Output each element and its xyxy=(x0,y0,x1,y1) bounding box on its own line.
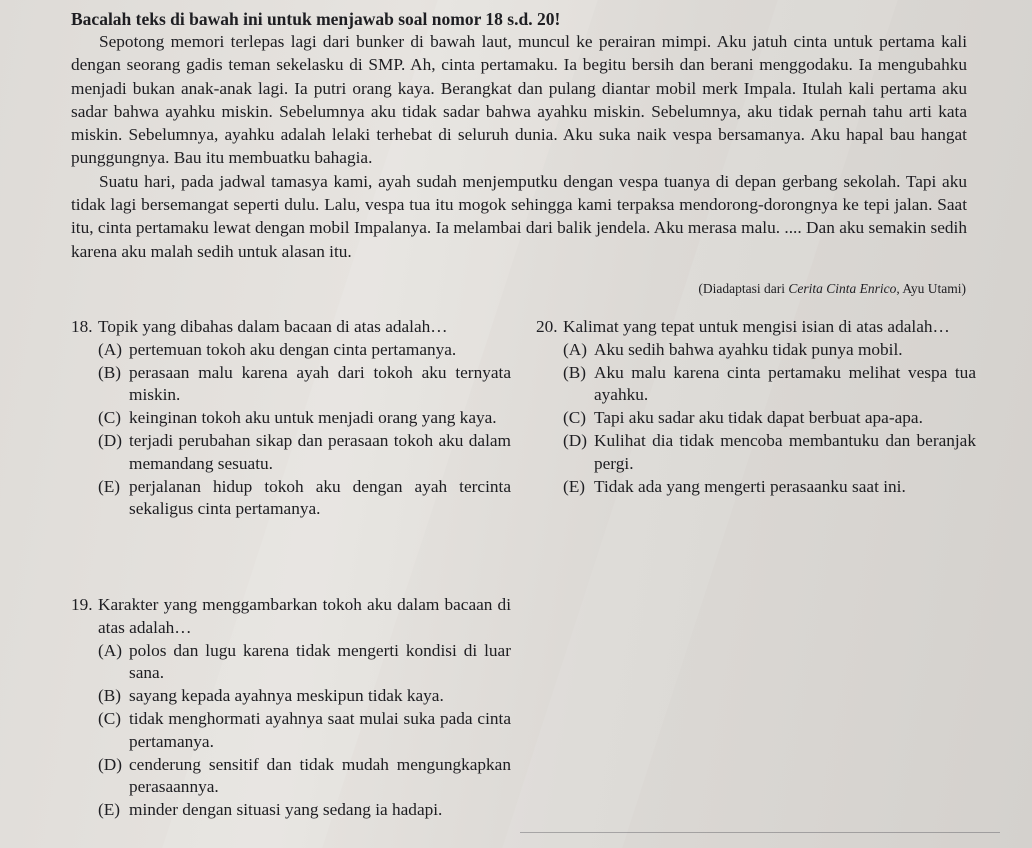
instruction-heading: Bacalah teks di bawah ini untuk menjawab soal nomor 18 s.d. 20! xyxy=(71,9,561,29)
option-label: (C) xyxy=(98,408,122,428)
option-b[interactable] xyxy=(563,362,976,408)
option-text: perjalanan hidup tokoh aku dengan ayah tercinta sekaligus cinta pertamanya. xyxy=(129,476,511,519)
question-19 xyxy=(71,594,511,822)
question-stem xyxy=(71,316,511,339)
question-number: 18. xyxy=(71,317,93,336)
source-title: Cerita Cinta Enrico xyxy=(788,281,897,296)
option-label: (B) xyxy=(98,686,122,706)
option-text: terjadi perubahan sikap dan perasaan tokoh aku dalam memandang sesuatu. xyxy=(129,430,511,473)
option-text: Tidak ada yang mengerti perasaanku saat ini. xyxy=(594,476,906,496)
question-stem xyxy=(536,316,976,339)
question-stem xyxy=(71,594,511,640)
option-c[interactable] xyxy=(98,708,511,754)
question-text: Topik yang dibahas dalam bacaan di atas adalah… xyxy=(98,317,448,336)
option-label: (D) xyxy=(98,430,122,450)
option-a[interactable] xyxy=(98,640,511,686)
option-c[interactable] xyxy=(98,407,511,430)
option-label: (D) xyxy=(98,754,122,774)
source-prefix: (Diadaptasi dari xyxy=(698,281,789,296)
question-number: 19. xyxy=(71,595,93,614)
option-label: (E) xyxy=(98,476,121,496)
option-e[interactable] xyxy=(98,476,511,522)
option-a[interactable] xyxy=(563,339,976,362)
option-d[interactable] xyxy=(98,430,511,476)
option-text: keinginan tokoh aku untuk menjadi orang yang kaya. xyxy=(129,408,497,428)
option-text: pertemuan tokoh aku dengan cinta pertamanya. xyxy=(129,339,457,359)
option-label: (A) xyxy=(98,640,122,660)
question-20 xyxy=(536,316,976,498)
option-label: (C) xyxy=(563,408,587,428)
option-text: polos dan lugu karena tidak mengerti kondisi di luar sana. xyxy=(129,640,511,683)
option-label: (A) xyxy=(563,339,587,359)
option-label: (D) xyxy=(563,430,587,450)
source-suffix: , Ayu Utami) xyxy=(896,281,966,296)
option-d[interactable] xyxy=(98,754,511,800)
option-label: (B) xyxy=(563,362,587,382)
question-number: 20. xyxy=(536,317,558,336)
option-text: tidak menghormati ayahnya saat mulai suka pada cinta pertamanya. xyxy=(129,708,511,751)
passage-paragraph-1: Sepotong memori terlepas lagi dari bunker di bawah laut, muncul ke perairan mimpi. Aku jatuh cinta untuk pertama kali dengan seorang gadis teman sekelasku di SMP. Ah, cinta pertamaku. Ia begitu bersih dan berani menggodaku. Ia mengubahku menjadi bukan anak-anak lagi. Ia putri orang kaya. Berangkat dan pulang diantar mobil merk Impala. Itulah kali pertama aku sadar bahwa ayahku miskin. Sebelumnya aku tidak sadar bahwa ayahku miskin. Sebelumnya, aku tidak pernah tahu arti kata miskin. Sebelumnya, ayahku adalah lelaki terhebat di seluruh dunia. Aku suka naik vespa bersamanya. Aku hapal bau hangat punggungnya. Bau itu membuatku bahagia. xyxy=(71,32,967,168)
option-e[interactable] xyxy=(98,799,511,822)
option-label: (E) xyxy=(563,476,586,496)
option-d[interactable] xyxy=(563,430,976,476)
option-text: minder dengan situasi yang sedang ia hadapi. xyxy=(129,800,443,820)
option-text: cenderung sensitif dan tidak mudah mengungkapkan perasaannya. xyxy=(129,754,511,797)
option-label: (E) xyxy=(98,800,121,820)
question-18 xyxy=(71,316,511,521)
option-text: Aku malu karena cinta pertamaku melihat vespa tua ayahku. xyxy=(594,362,976,405)
passage-paragraph-2: Suatu hari, pada jadwal tamasya kami, ayah sudah menjemputku dengan vespa tuanya di depan gerbang sekolah. Tapi aku tidak lagi bersemangat seperti dulu. Lalu, vespa tua itu mogok sehingga kami terpaksa mendorong-dorongnya ke tepi jalan. Saat itu, cinta pertamaku lewat dengan mobil Impalanya. Ia melambai dari balik jendela. Aku merasa malu. .... Dan aku semakin sedih karena aku malah sedih untuk alasan itu. xyxy=(71,171,967,261)
option-a[interactable] xyxy=(98,339,511,362)
option-e[interactable] xyxy=(563,476,976,499)
option-b[interactable] xyxy=(98,362,511,408)
option-text: Tapi aku sadar aku tidak dapat berbuat apa-apa. xyxy=(594,408,923,428)
reading-passage xyxy=(71,30,967,263)
option-c[interactable] xyxy=(563,407,976,430)
option-label: (B) xyxy=(98,362,122,382)
question-text: Karakter yang menggambarkan tokoh aku dalam bacaan di atas adalah… xyxy=(98,595,511,637)
page-edge-divider xyxy=(520,832,1000,833)
source-citation xyxy=(698,280,966,298)
question-text: Kalimat yang tepat untuk mengisi isian di atas adalah… xyxy=(563,317,950,336)
option-text: Aku sedih bahwa ayahku tidak punya mobil. xyxy=(594,339,903,359)
option-label: (A) xyxy=(98,339,122,359)
option-text: sayang kepada ayahnya meskipun tidak kaya. xyxy=(129,686,444,706)
option-text: perasaan malu karena ayah dari tokoh aku ternyata miskin. xyxy=(129,362,511,405)
option-label: (C) xyxy=(98,708,122,728)
option-text: Kulihat dia tidak mencoba membantuku dan beranjak pergi. xyxy=(594,430,976,473)
option-b[interactable] xyxy=(98,685,511,708)
